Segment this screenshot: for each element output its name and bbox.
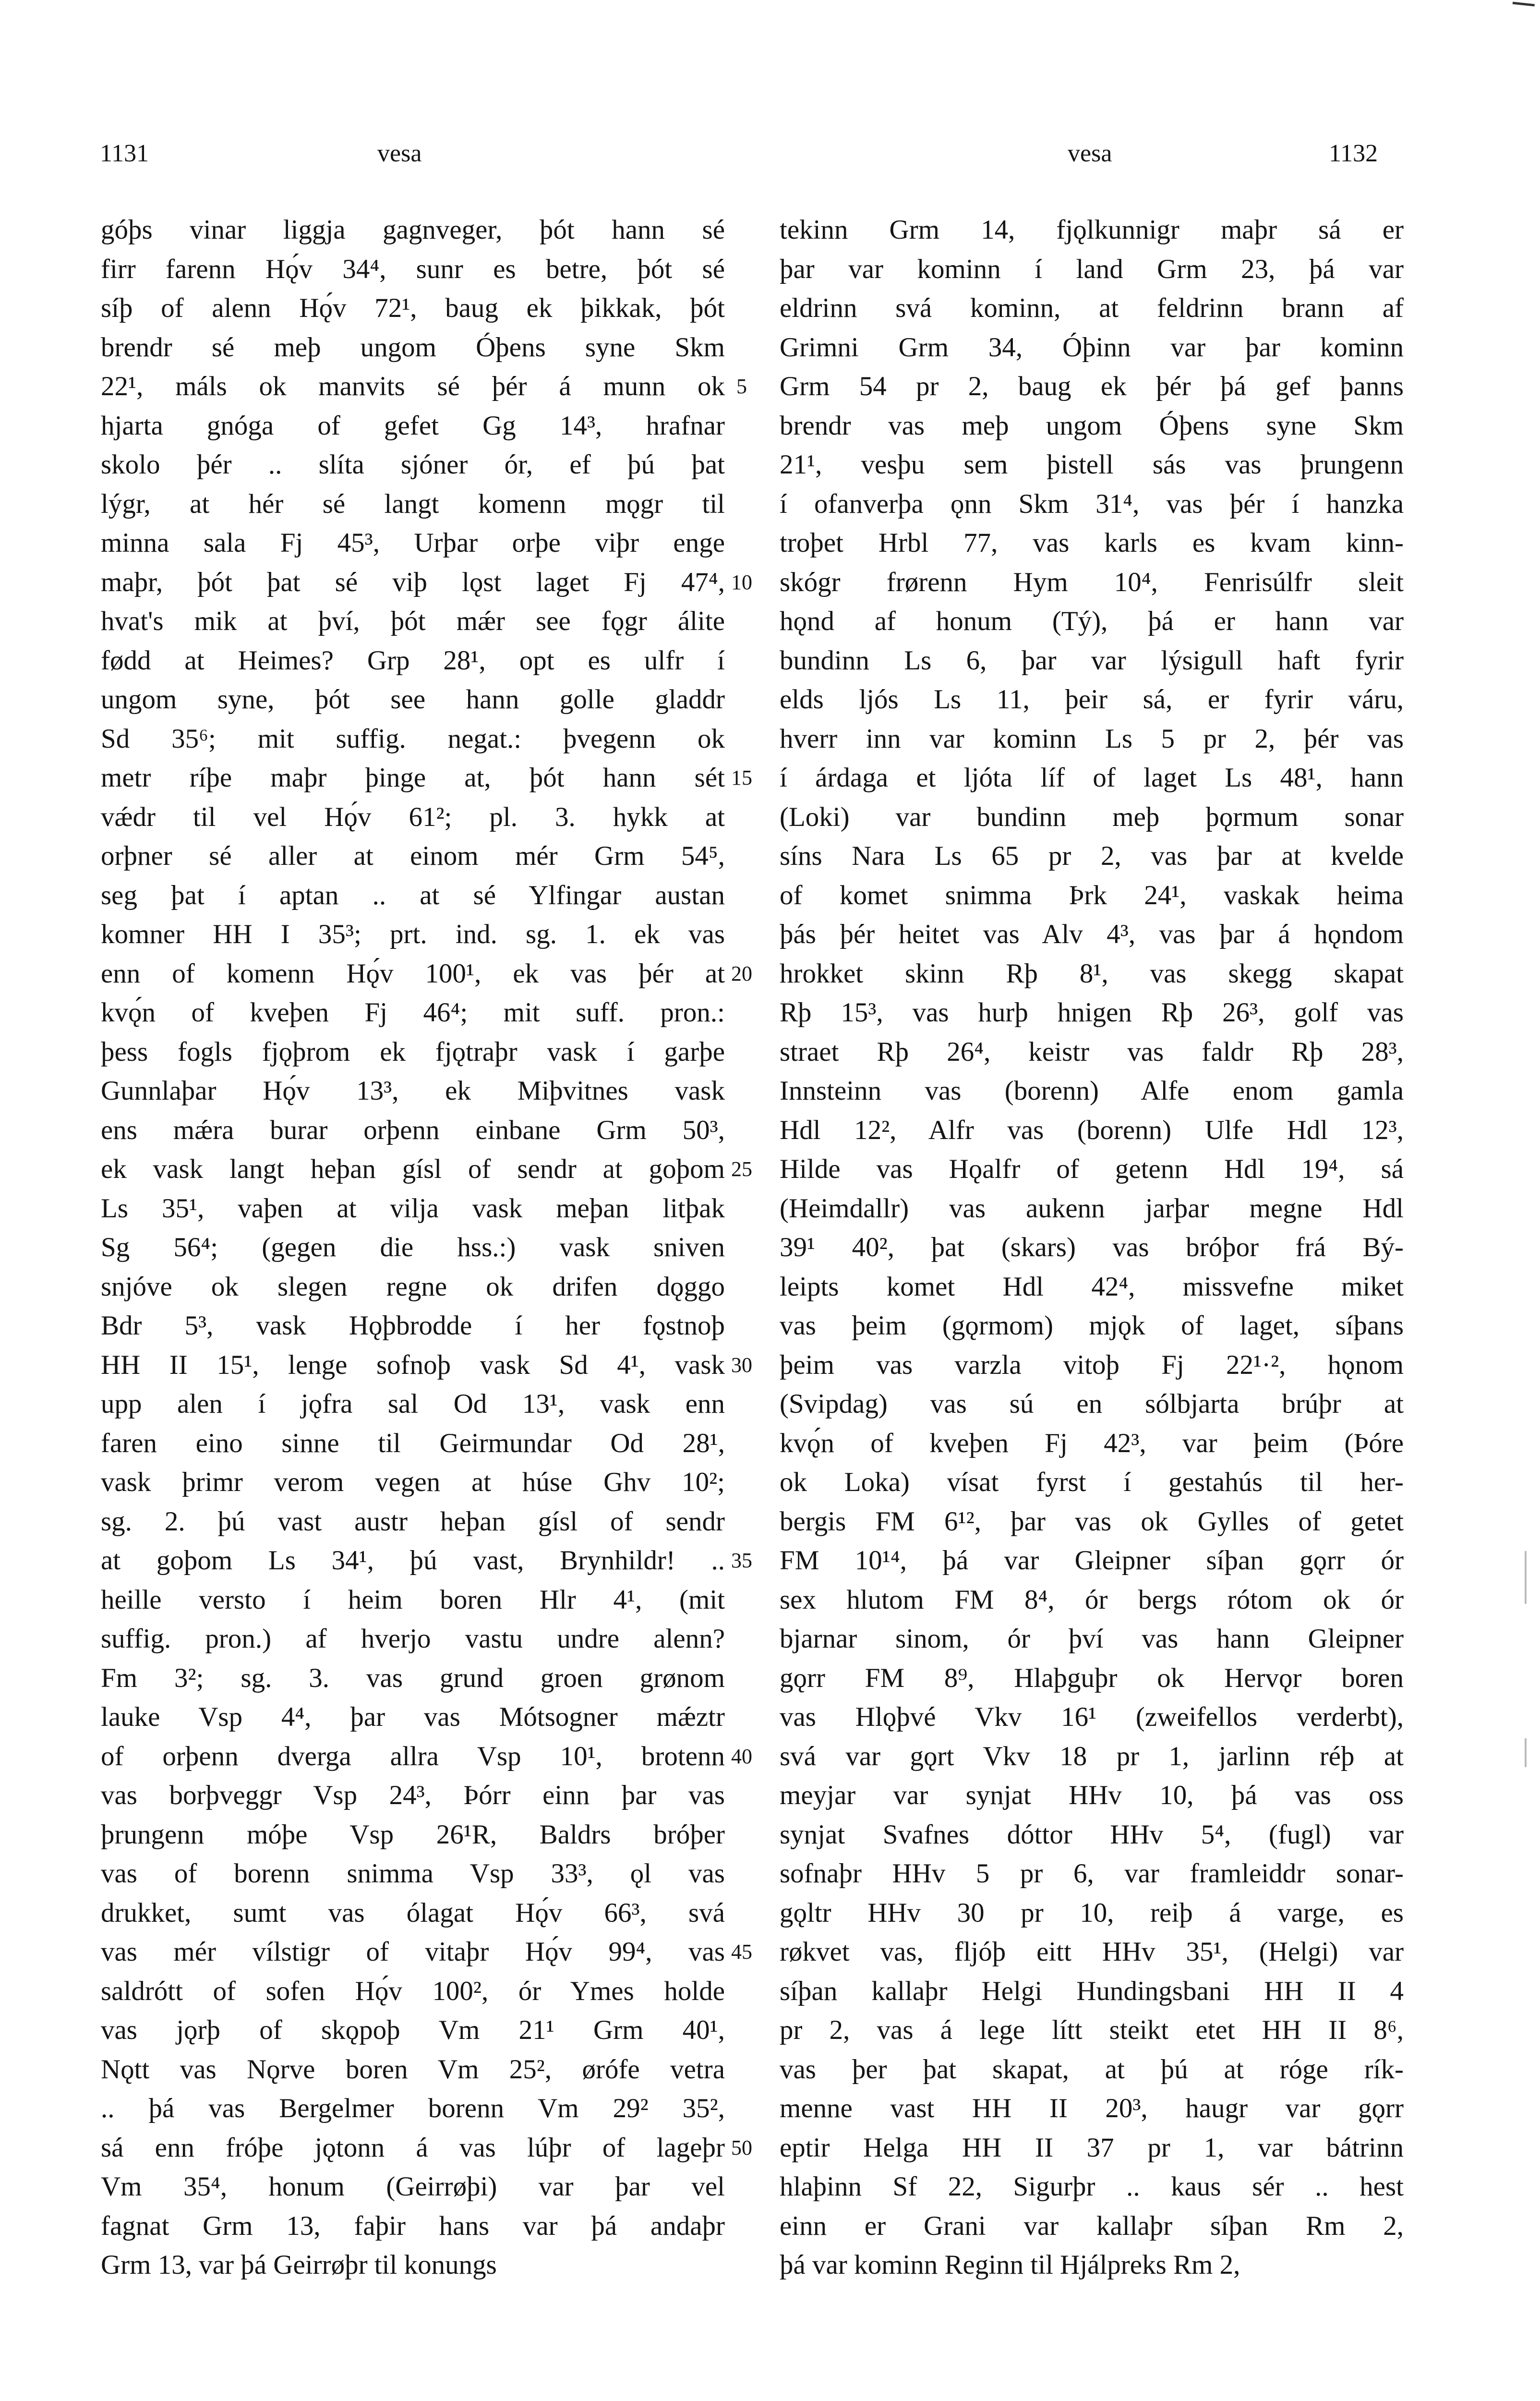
- text-line: firr farenn Hǫ́v 34⁴, sunr es betre, þót sé: [101, 254, 725, 284]
- text-line: røkvet vas, fljóþ eitt HHv 35¹, (Helgi) var: [780, 1937, 1404, 1967]
- text-line: faren eino sinne til Geirmundar Od 28¹,: [101, 1428, 725, 1458]
- text-line: fagnat Grm 13, faþir hans var þá andaþr: [101, 2210, 725, 2241]
- text-line: heille versto í heim boren Hlr 4¹, (mit: [101, 1584, 725, 1615]
- text-line: seg þat í aptan .. at sé Ylfingar austan: [101, 880, 725, 910]
- scan-edge-mark: [1525, 1551, 1527, 1604]
- text-line: þás þér heitet vas Alv 4³, vas þar á hǫndom: [780, 919, 1404, 949]
- text-line: bergis FM 6¹², þar vas ok Gylles of getet: [780, 1506, 1404, 1537]
- text-line: troþet Hrbl 77, vas karls es kvam kinn-: [780, 528, 1404, 558]
- text-line: snjóve ok slegen regne ok drifen dǫggo: [101, 1271, 725, 1302]
- text-line: 21¹, vesþu sem þistell sás vas þrungenn: [780, 449, 1404, 480]
- line-number: 10: [731, 570, 752, 594]
- text-line: síns Nara Ls 65 pr 2, vas þar at kvelde: [780, 841, 1404, 871]
- text-line: Grimni Grm 34, Óþinn var þar kominn: [780, 332, 1404, 363]
- text-line: Sd 35⁶; mit suffig. negat.: þvegenn ok: [101, 723, 725, 754]
- text-line: komner HH I 35³; prt. ind. sg. 1. ek vas: [101, 919, 725, 949]
- scan-edge-mark: [1525, 1738, 1527, 1767]
- text-line: sex hlutom FM 8⁴, ór bergs rótom ok ór: [780, 1584, 1404, 1615]
- text-line: (Loki) var bundinn meþ þǫrmum sonar: [780, 801, 1404, 832]
- text-line: saldrótt of sofen Hǫ́v 100², ór Ymes holde: [101, 1976, 725, 2006]
- text-line: bundinn Ls 6, þar var lýsigull haft fyrir: [780, 645, 1404, 676]
- text-line: vas þeim (gǫrmom) mjǫk of laget, síþans: [780, 1310, 1404, 1341]
- text-line: í ofanverþa ǫnn Skm 31⁴, vas þér í hanzka: [780, 488, 1404, 519]
- right-page-number: 1132: [1329, 140, 1378, 167]
- text-line: Ls 35¹, vaþen at vilja vask meþan litþak: [101, 1193, 725, 1224]
- text-line: vask þrimr verom vegen at húse Ghv 10²;: [101, 1467, 725, 1497]
- text-line: eldrinn svá kominn, at feldrinn brann af: [780, 293, 1404, 323]
- text-line: hlaþinn Sf 22, Sigurþr .. kaus sér .. hest: [780, 2171, 1404, 2202]
- text-line: synjat Svafnes dóttor HHv 5⁴, (fugl) var: [780, 1819, 1404, 1850]
- text-line: einn er Grani var kallaþr síþan Rm 2,: [780, 2210, 1404, 2241]
- text-line: síþ of alenn Hǫ́v 72¹, baug ek þikkak, þót: [101, 293, 725, 323]
- text-line: brendr vas meþ ungom Óþens syne Skm: [780, 410, 1404, 441]
- text-line: kvǫ́n of kveþen Fj 42³, var þeim (Þóre: [780, 1428, 1404, 1458]
- line-number: 45: [731, 1940, 752, 1964]
- text-line: Grm 54 pr 2, baug ek þér þá gef þanns: [780, 371, 1404, 401]
- text-line: hǫnd af honum (Tý), þá er hann var: [780, 606, 1404, 636]
- text-line: maþr, þót þat sé viþ lǫst laget Fj 47⁴,: [101, 567, 725, 597]
- line-number: 50: [731, 2135, 752, 2159]
- text-line: góþs vinar liggja gagnveger, þót hann sé: [101, 215, 725, 245]
- text-line: gǫrr FM 8⁹, Hlaþguþr ok Hervǫr boren: [780, 1662, 1404, 1693]
- text-line: vǽdr til vel Hǫ́v 61²; pl. 3. hykk at: [101, 801, 725, 832]
- text-line: FM 10¹⁴, þá var Gleipner síþan gǫrr ór: [780, 1545, 1404, 1576]
- text-line: straet Rþ 26⁴, keistr vas faldr Rþ 28³,: [780, 1036, 1404, 1067]
- text-line: metr ríþe maþr þinge at, þót hann sét: [101, 763, 725, 793]
- text-line: suffig. pron.) af hverjo vastu undre alenn?: [101, 1624, 725, 1654]
- scan-corner-mark: [1512, 2, 1535, 14]
- text-line: of komet snimma Þrk 24¹, vaskak heima: [780, 880, 1404, 910]
- text-line: at goþom Ls 34¹, þú vast, Brynhildr! ..: [101, 1545, 725, 1576]
- text-line: síþan kallaþr Helgi Hundingsbani HH II 4: [780, 1976, 1404, 2006]
- text-line: sg. 2. þú vast austr heþan gísl of sendr: [101, 1506, 725, 1537]
- text-line: Hilde vas Hǫalfr of getenn Hdl 19⁴, sá: [780, 1154, 1404, 1184]
- text-line: skógr frørenn Hym 10⁴, Fenrisúlfr sleit: [780, 567, 1404, 597]
- text-line: þá var kominn Reginn til Hjálpreks Rm 2,: [780, 2250, 1240, 2280]
- text-line: í árdaga et ljóta líf of laget Ls 48¹, hann: [780, 763, 1404, 793]
- text-line: 22¹, máls ok manvits sé þér á munn ok: [101, 371, 725, 401]
- text-line: leipts komet Hdl 42⁴, missvefne miket: [780, 1271, 1404, 1302]
- text-line: eptir Helga HH II 37 pr 1, var bátrinn: [780, 2132, 1404, 2163]
- text-line: þeim vas varzla vitoþ Fj 22¹·², hǫnom: [780, 1349, 1404, 1380]
- right-text-column: [780, 210, 1404, 2285]
- text-line: Hdl 12², Alfr vas (borenn) Ulfe Hdl 12³,: [780, 1115, 1404, 1145]
- text-line: hverr inn var kominn Ls 5 pr 2, þér vas: [780, 723, 1404, 754]
- text-line: ek vask langt heþan gísl of sendr at goþom: [101, 1154, 725, 1184]
- text-line: HH II 15¹, lenge sofnoþ vask Sd 4¹, vask: [101, 1349, 725, 1380]
- text-line: enn of komenn Hǫ́v 100¹, ek vas þér at: [101, 958, 725, 989]
- text-line: Innsteinn vas (borenn) Alfe enom gamla: [780, 1076, 1404, 1106]
- text-line: vas of borenn snimma Vsp 33³, ǫl vas: [101, 1858, 725, 1889]
- text-line: ens mǽra burar orþenn einbane Grm 50³,: [101, 1115, 725, 1145]
- text-line: brendr sé meþ ungom Óþens syne Skm: [101, 332, 725, 363]
- text-line: bjarnar sinom, ór því vas hann Gleipner: [780, 1624, 1404, 1654]
- text-line: svá var gǫrt Vkv 18 pr 1, jarlinn réþ at: [780, 1741, 1404, 1771]
- text-line: skolo þér .. slíta sjóner ór, ef þú þat: [101, 449, 725, 480]
- right-running-title: vesa: [1068, 140, 1112, 167]
- line-number: 35: [731, 1549, 752, 1572]
- text-line: vas borþveggr Vsp 24³, Þórr einn þar vas: [101, 1780, 725, 1810]
- text-line: orþner sé aller at einom mér Grm 54⁵,: [101, 841, 725, 871]
- text-line: hrokket skinn Rþ 8¹, vas skegg skapat: [780, 958, 1404, 989]
- text-line: þar var kominn í land Grm 23, þá var: [780, 254, 1404, 284]
- text-line: Sg 56⁴; (gegen die hss.:) vask sniven: [101, 1232, 725, 1262]
- text-line: hvat's mik at því, þót mǽr see fǫgr álite: [101, 606, 725, 636]
- text-line: 39¹ 40², þat (skars) vas bróþor frá Bý-: [780, 1232, 1404, 1262]
- text-line: Fm 3²; sg. 3. vas grund groen grønom: [101, 1662, 725, 1693]
- text-line: sofnaþr HHv 5 pr 6, var framleiddr sonar-: [780, 1858, 1404, 1889]
- text-line: ok Loka) vísat fyrst í gestahús til her-: [780, 1467, 1404, 1497]
- text-line: vas Hlǫþvé Vkv 16¹ (zweifellos verderbt),: [780, 1702, 1404, 1732]
- line-number: 25: [731, 1157, 752, 1181]
- text-line: þess fogls fjǫþrom ek fjǫtraþr vask í garþe: [101, 1036, 725, 1067]
- text-line: meyjar var synjat HHv 10, þá vas oss: [780, 1780, 1404, 1810]
- line-number: 5: [736, 375, 747, 398]
- text-line: Gunnlaþar Hǫ́v 13³, ek Miþvitnes vask: [101, 1076, 725, 1106]
- text-line: þrungenn móþe Vsp 26¹R, Baldrs bróþer: [101, 1819, 725, 1850]
- text-line: vas jǫrþ of skǫpoþ Vm 21¹ Grm 40¹,: [101, 2015, 725, 2045]
- text-line: lauke Vsp 4⁴, þar vas Mótsogner mǽztr: [101, 1702, 725, 1732]
- line-number: 15: [731, 766, 752, 789]
- text-line: lýgr, at hér sé langt komenn mǫgr til: [101, 488, 725, 519]
- text-line: pr 2, vas á lege lítt steikt etet HH II 8⁶,: [780, 2015, 1404, 2045]
- text-line: hjarta gnóga of gefet Gg 14³, hrafnar: [101, 410, 725, 441]
- text-line: Grm 13, var þá Geirrøþr til konungs: [101, 2250, 497, 2280]
- text-line: vas mér vílstigr of vitaþr Hǫ́v 99⁴, vas: [101, 1937, 725, 1967]
- text-line: Vm 35⁴, honum (Geirrøþi) var þar vel: [101, 2171, 725, 2202]
- text-line: menne vast HH II 20³, haugr var gǫrr: [780, 2093, 1404, 2123]
- text-line: elds ljós Ls 11, þeir sá, er fyrir váru,: [780, 684, 1404, 715]
- text-line: (Heimdallr) vas aukenn jarþar megne Hdl: [780, 1193, 1404, 1224]
- text-line: fødd at Heimes? Grp 28¹, opt es ulfr í: [101, 645, 725, 676]
- text-line: of orþenn dverga allra Vsp 10¹, brotenn: [101, 1741, 725, 1771]
- text-line: vas þer þat skapat, at þú at róge rík-: [780, 2054, 1404, 2085]
- text-line: gǫltr HHv 30 pr 10, reiþ á varge, es: [780, 1897, 1404, 1928]
- text-line: (Svipdag) vas sú en sólbjarta brúþr at: [780, 1389, 1404, 1419]
- text-line: .. þá vas Bergelmer borenn Vm 29² 35²,: [101, 2093, 725, 2123]
- text-line: Rþ 15³, vas hurþ hnigen Rþ 26³, golf vas: [780, 997, 1404, 1028]
- text-line: minna sala Fj 45³, Urþar orþe viþr enge: [101, 528, 725, 558]
- text-line: ungom syne, þót see hann golle gladdr: [101, 684, 725, 715]
- line-number: 40: [731, 1744, 752, 1768]
- text-line: upp alen í jǫfra sal Od 13¹, vask enn: [101, 1389, 725, 1419]
- left-page-number: 1131: [100, 140, 149, 167]
- text-line: sá enn fróþe jǫtonn á vas lúþr of lageþr: [101, 2132, 725, 2163]
- text-line: Nǫtt vas Nǫrve boren Vm 25², ørófe vetra: [101, 2054, 725, 2085]
- text-line: Bdr 5³, vask Hǫþbrodde í her fǫstnoþ: [101, 1310, 725, 1341]
- line-number: 30: [731, 1353, 752, 1377]
- text-line: kvǫ́n of kveþen Fj 46⁴; mit suff. pron.:: [101, 997, 725, 1028]
- text-line: tekinn Grm 14, fjǫlkunnigr maþr sá er: [780, 215, 1404, 245]
- left-running-title: vesa: [377, 140, 422, 167]
- line-number: 20: [731, 961, 752, 985]
- left-text-column: [101, 210, 725, 2285]
- text-line: drukket, sumt vas ólagat Hǫ́v 66³, svá: [101, 1897, 725, 1928]
